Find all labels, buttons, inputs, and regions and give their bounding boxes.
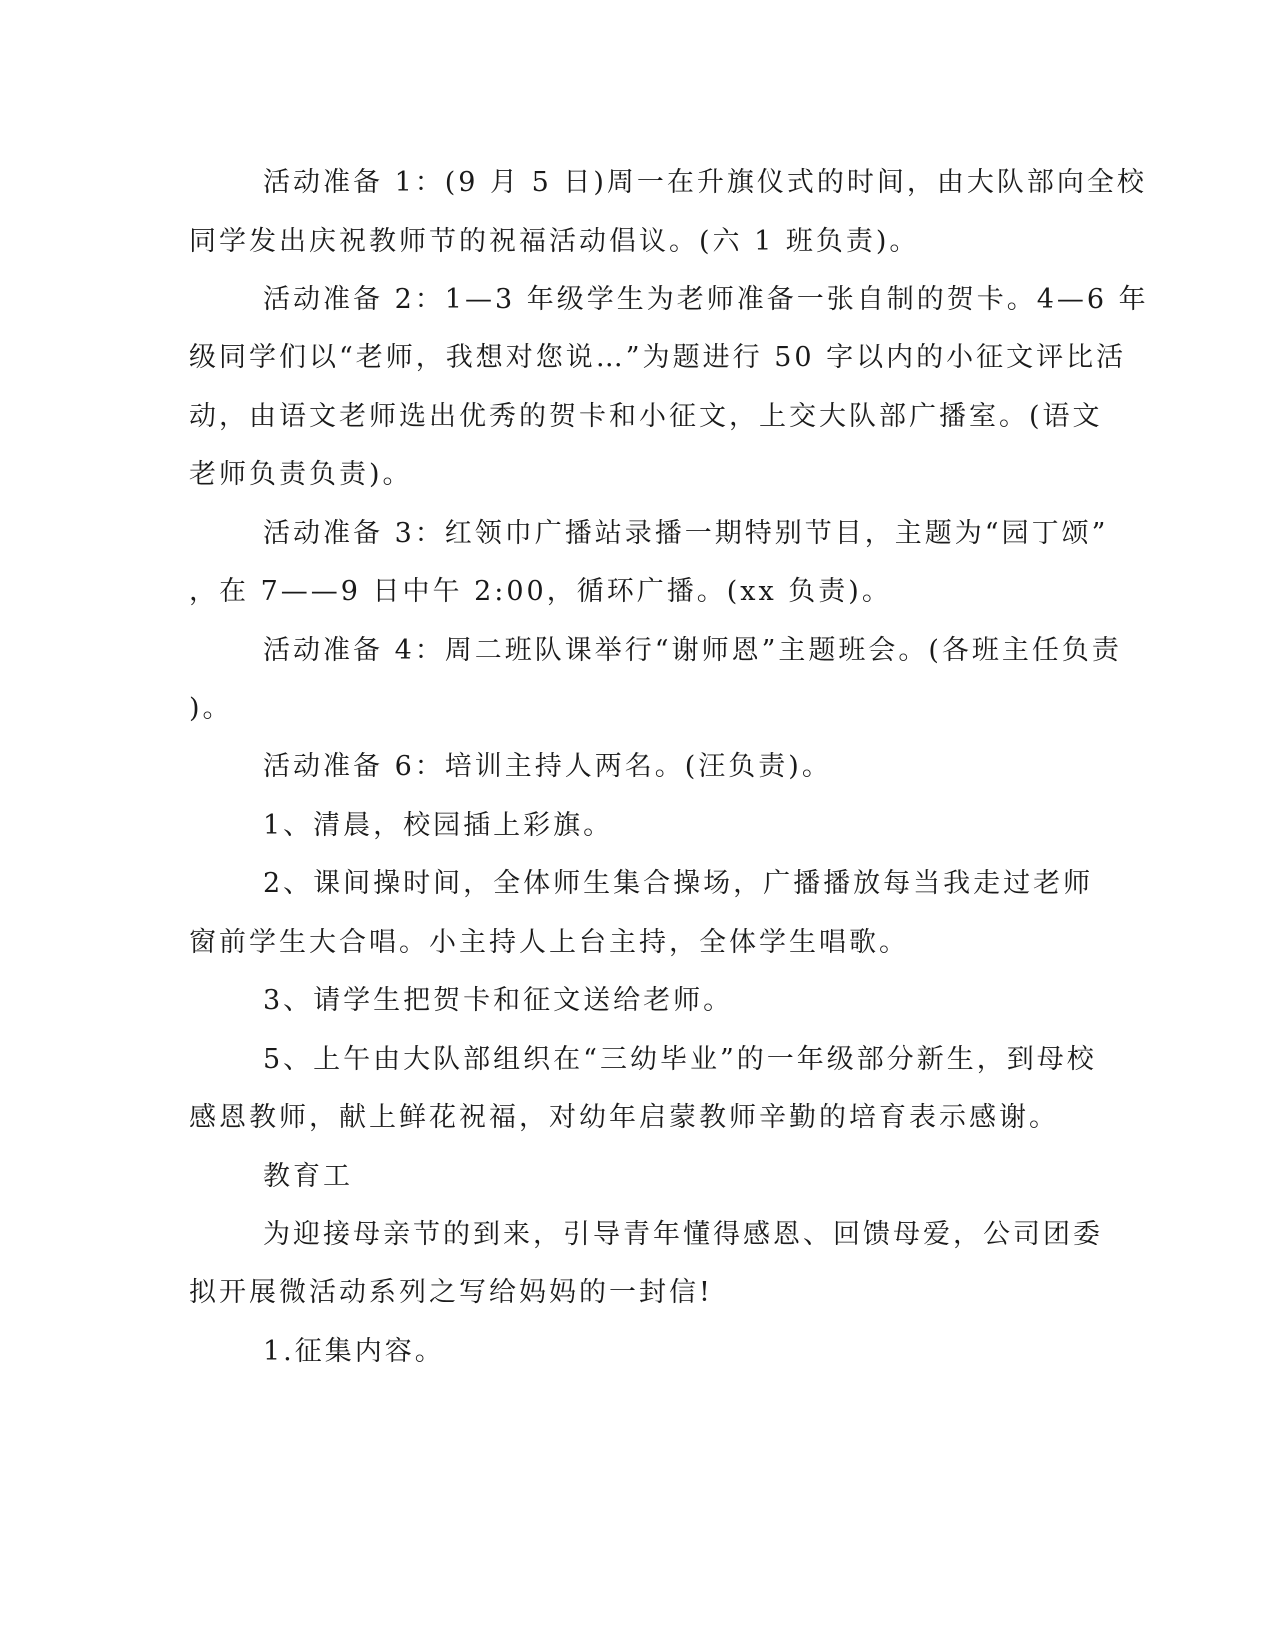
paragraph-line: ，在 7——9 日中午 2:00，循环广播。(xx 负责)。 <box>189 576 892 607</box>
paragraph-line: 活动准备 3：红领巾广播站录播一期特别节目，主题为“园丁颂” <box>263 518 1109 549</box>
paragraph-line: 动，由语文老师选出优秀的贺卡和小征文，上交大队部广播室。(语文 <box>189 401 1103 432</box>
paragraph-line: 为迎接母亲节的到来，引导青年懂得感恩、回馈母爱，公司团委 <box>263 1219 1103 1250</box>
paragraph-line: 活动准备 4：周二班队课举行“谢师恩”主题班会。(各班主任负责 <box>263 635 1122 666</box>
paragraph-line: )。 <box>189 693 233 724</box>
paragraph-line: 拟开展微活动系列之写给妈妈的一封信! <box>189 1277 713 1308</box>
section-heading: 教育工 <box>263 1161 353 1192</box>
paragraph-line: 感恩教师，献上鲜花祝福，对幼年启蒙教师辛勤的培育表示感谢。 <box>189 1102 1059 1133</box>
list-item: 5、上午由大队部组织在“三幼毕业”的一年级部分新生，到母校 <box>263 1044 1097 1075</box>
paragraph-line: 同学发出庆祝教师节的祝福活动倡议。(六 1 班负责)。 <box>189 226 920 257</box>
paragraph-line: 级同学们以“老师，我想对您说…”为题进行 50 字以内的小征文评比活 <box>189 342 1127 373</box>
paragraph-line: 活动准备 6：培训主持人两名。(汪负责)。 <box>263 751 832 782</box>
list-item: 1、清晨，校园插上彩旗。 <box>263 810 614 841</box>
list-item: 2、课间操时间，全体师生集合操场，广播播放每当我走过老师 <box>263 868 1094 899</box>
list-item: 3、请学生把贺卡和征文送给老师。 <box>263 985 734 1016</box>
paragraph-line: 活动准备 2：1—3 年级学生为老师准备一张自制的贺卡。4—6 年 <box>263 284 1149 315</box>
list-item: 1.征集内容。 <box>263 1336 445 1367</box>
paragraph-line: 老师负责负责)。 <box>189 459 413 490</box>
paragraph-line: 活动准备 1：(9 月 5 日)周一在升旗仪式的时间，由大队部向全校 <box>263 167 1147 198</box>
paragraph-line: 窗前学生大合唱。小主持人上台主持，全体学生唱歌。 <box>189 927 909 958</box>
